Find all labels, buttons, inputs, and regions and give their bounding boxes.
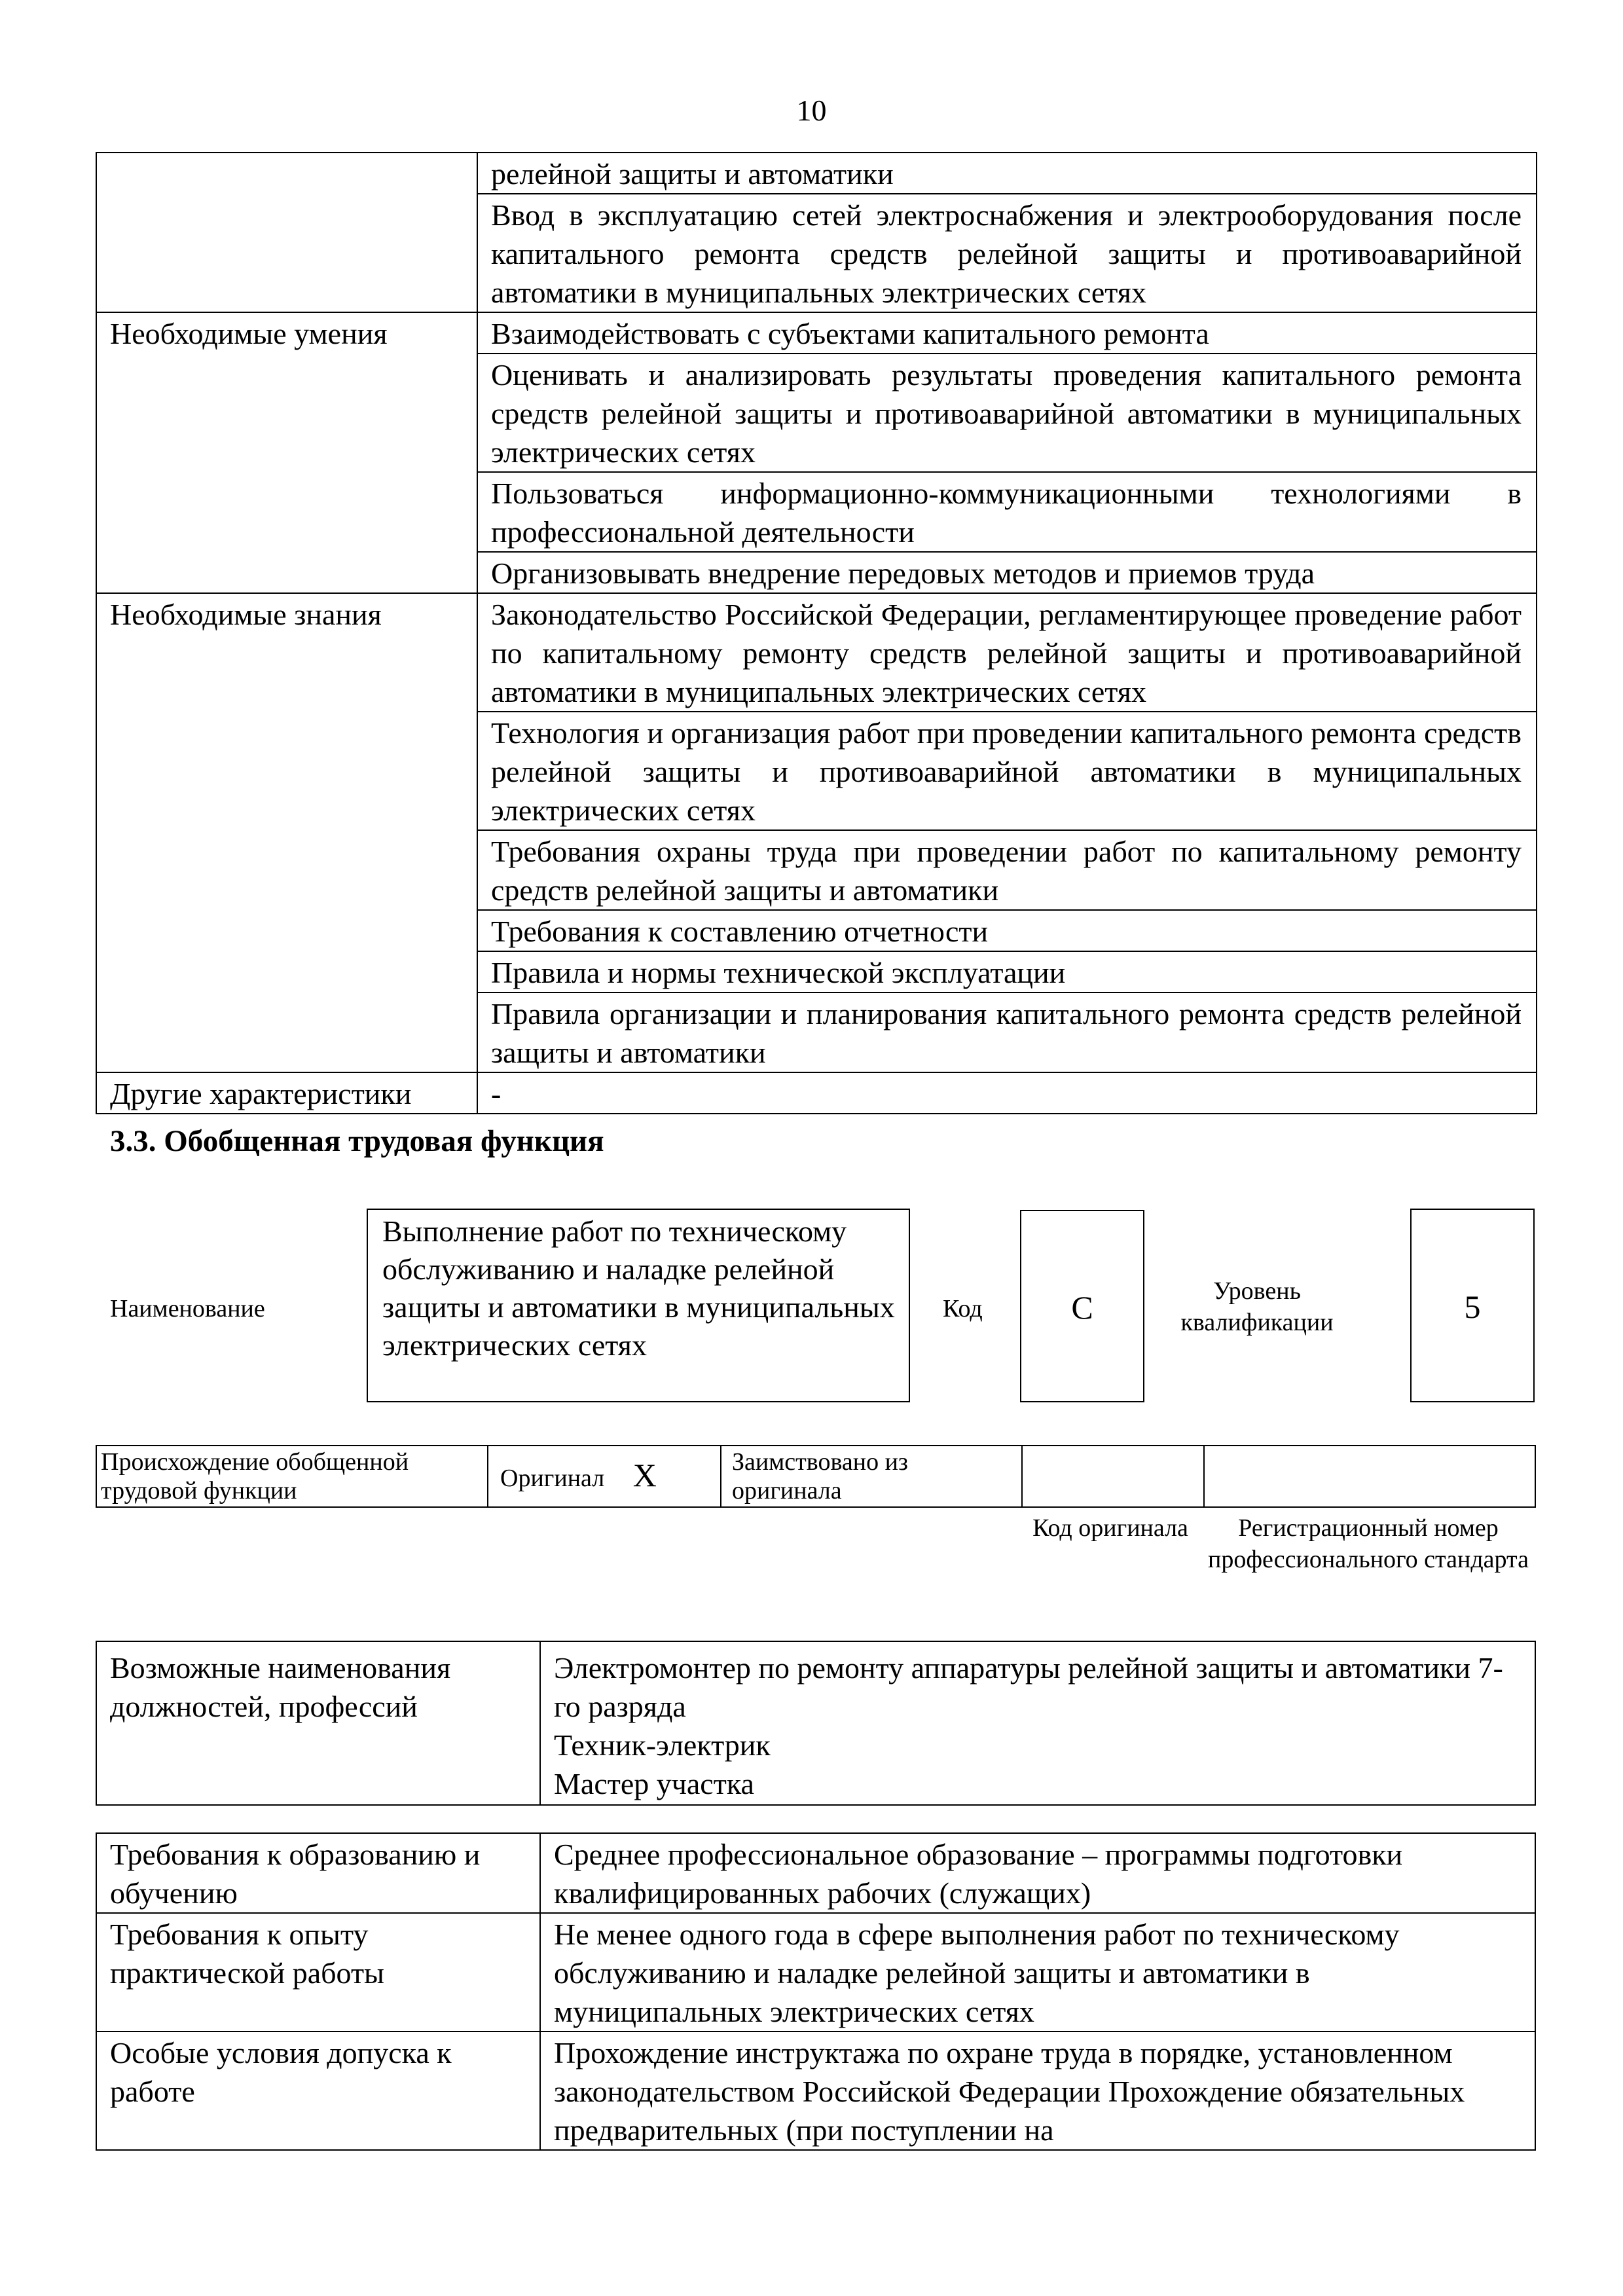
table-cell: Ввод в эксплуатацию сетей электроснабжения и электрооборудования после капитального ремонта средств релейной защиты и противоаварийной автоматики в муниципальных электрических сетях [477, 194, 1537, 312]
table-cell: - [477, 1072, 1537, 1114]
row-label-knowledge: Необходимые знания [96, 593, 477, 1072]
origin-label: Происхождение обобщенной трудовой функции [96, 1446, 488, 1507]
registration-number-cell [1204, 1446, 1535, 1507]
function-name: Выполнение работ по техническому обслуживанию и наладке релейной защиты и автоматики в муниципальных электрических сетях [382, 1214, 895, 1362]
table-cell: Правила организации и планирования капитального ремонта средств релейной защиты и автоматики [477, 993, 1537, 1072]
table-cell: Требования охраны труда при проведении работ по капитальному ремонту средств релейной защиты и автоматики [477, 830, 1537, 910]
table-row [96, 593, 1537, 712]
positions-label: Возможные наименования должностей, профессий [96, 1641, 540, 1805]
table-cell: Оценивать и анализировать результаты проведения капитального ремонта средств релейной защиты и противоаварийной автоматики в муниципальных электрических сетях [477, 354, 1537, 472]
table-row [96, 2032, 1535, 2150]
requirement-value: Среднее профессиональное образование – программы подготовки квалифицированных рабочих (служащих) [540, 1833, 1535, 1913]
origin-table [96, 1445, 1536, 1508]
requirement-value: Не менее одного года в сфере выполнения работ по техническому обслуживанию и наладке релейной защиты и автоматики в муниципальных электрических сетях [540, 1913, 1535, 2032]
positions-table [96, 1641, 1536, 1806]
requirement-label: Требования к образованию и обучению [96, 1833, 540, 1913]
page-number: 10 [796, 94, 827, 127]
table-cell: релейной защиты и автоматики [477, 153, 1537, 194]
registration-caption: Регистрационный номер профессионального стандарта [1208, 1514, 1529, 1573]
section-title: 3.3. Обобщенная трудовая функция [110, 1124, 604, 1158]
table-cell: Технология и организация работ при проведении капитального ремонта средств релейной защиты и противоаварийной автоматики в муниципальных электрических сетях [477, 712, 1537, 830]
table-row [96, 1913, 1535, 2032]
code-label: Код [943, 1295, 983, 1322]
original-label: Оригинал [500, 1465, 605, 1492]
borrowed-label: Заимствовано из оригинала [721, 1446, 1022, 1507]
table-cell: Правила и нормы технической эксплуатации [477, 951, 1537, 993]
position-item: Техник-электрик [554, 1728, 771, 1762]
original-mark: X [632, 1457, 657, 1493]
requirement-label: Особые условия допуска к работе [96, 2032, 540, 2150]
name-label: Наименование [110, 1295, 265, 1322]
code-caption: Код оригинала [1032, 1514, 1188, 1542]
table-row [96, 1833, 1535, 1913]
requirement-label: Требования к опыту практической работы [96, 1913, 540, 2032]
table-row [96, 312, 1537, 354]
table-cell: Законодательство Российской Федерации, регламентирующее проведение работ по капитальному ремонту средств релейной защиты и противоаварийной автоматики в муниципальных электрических сетях [477, 593, 1537, 712]
table-cell: Требования к составлению отчетности [477, 910, 1537, 951]
original-cell [488, 1446, 721, 1507]
table-cell: Организовывать внедрение передовых методов и приемов труда [477, 552, 1537, 593]
table-row [96, 153, 1537, 194]
code-box [1020, 1210, 1144, 1402]
table-row [96, 1446, 1535, 1507]
row-label-skills: Необходимые умения [96, 312, 477, 593]
row-label [96, 153, 477, 312]
skills-knowledge-table [96, 152, 1537, 1114]
level-value: 5 [1464, 1288, 1481, 1325]
position-item: Электромонтер по ремонту аппаратуры релейной защиты и автоматики 7-го разряда [554, 1651, 1503, 1723]
level-box [1410, 1209, 1535, 1402]
table-row [96, 1641, 1535, 1805]
table-cell: Взаимодействовать с субъектами капитального ремонта [477, 312, 1537, 354]
requirement-value: Прохождение инструктажа по охране труда в порядке, установленном законодательством Российской Федерации Прохождение обязательных предварительных (при поступлении на [540, 2032, 1535, 2150]
original-code-cell [1022, 1446, 1204, 1507]
position-item: Мастер участка [554, 1767, 754, 1800]
function-name-box [367, 1209, 910, 1402]
row-label-other: Другие характеристики [96, 1072, 477, 1114]
positions-list [540, 1641, 1535, 1805]
code-value: C [1071, 1289, 1093, 1326]
table-cell: Пользоваться информационно-коммуникационными технологиями в профессиональной деятельности [477, 472, 1537, 552]
level-label: Уровень квалификации [1180, 1277, 1334, 1336]
table-row [96, 1072, 1537, 1114]
requirements-table [96, 1832, 1536, 2151]
